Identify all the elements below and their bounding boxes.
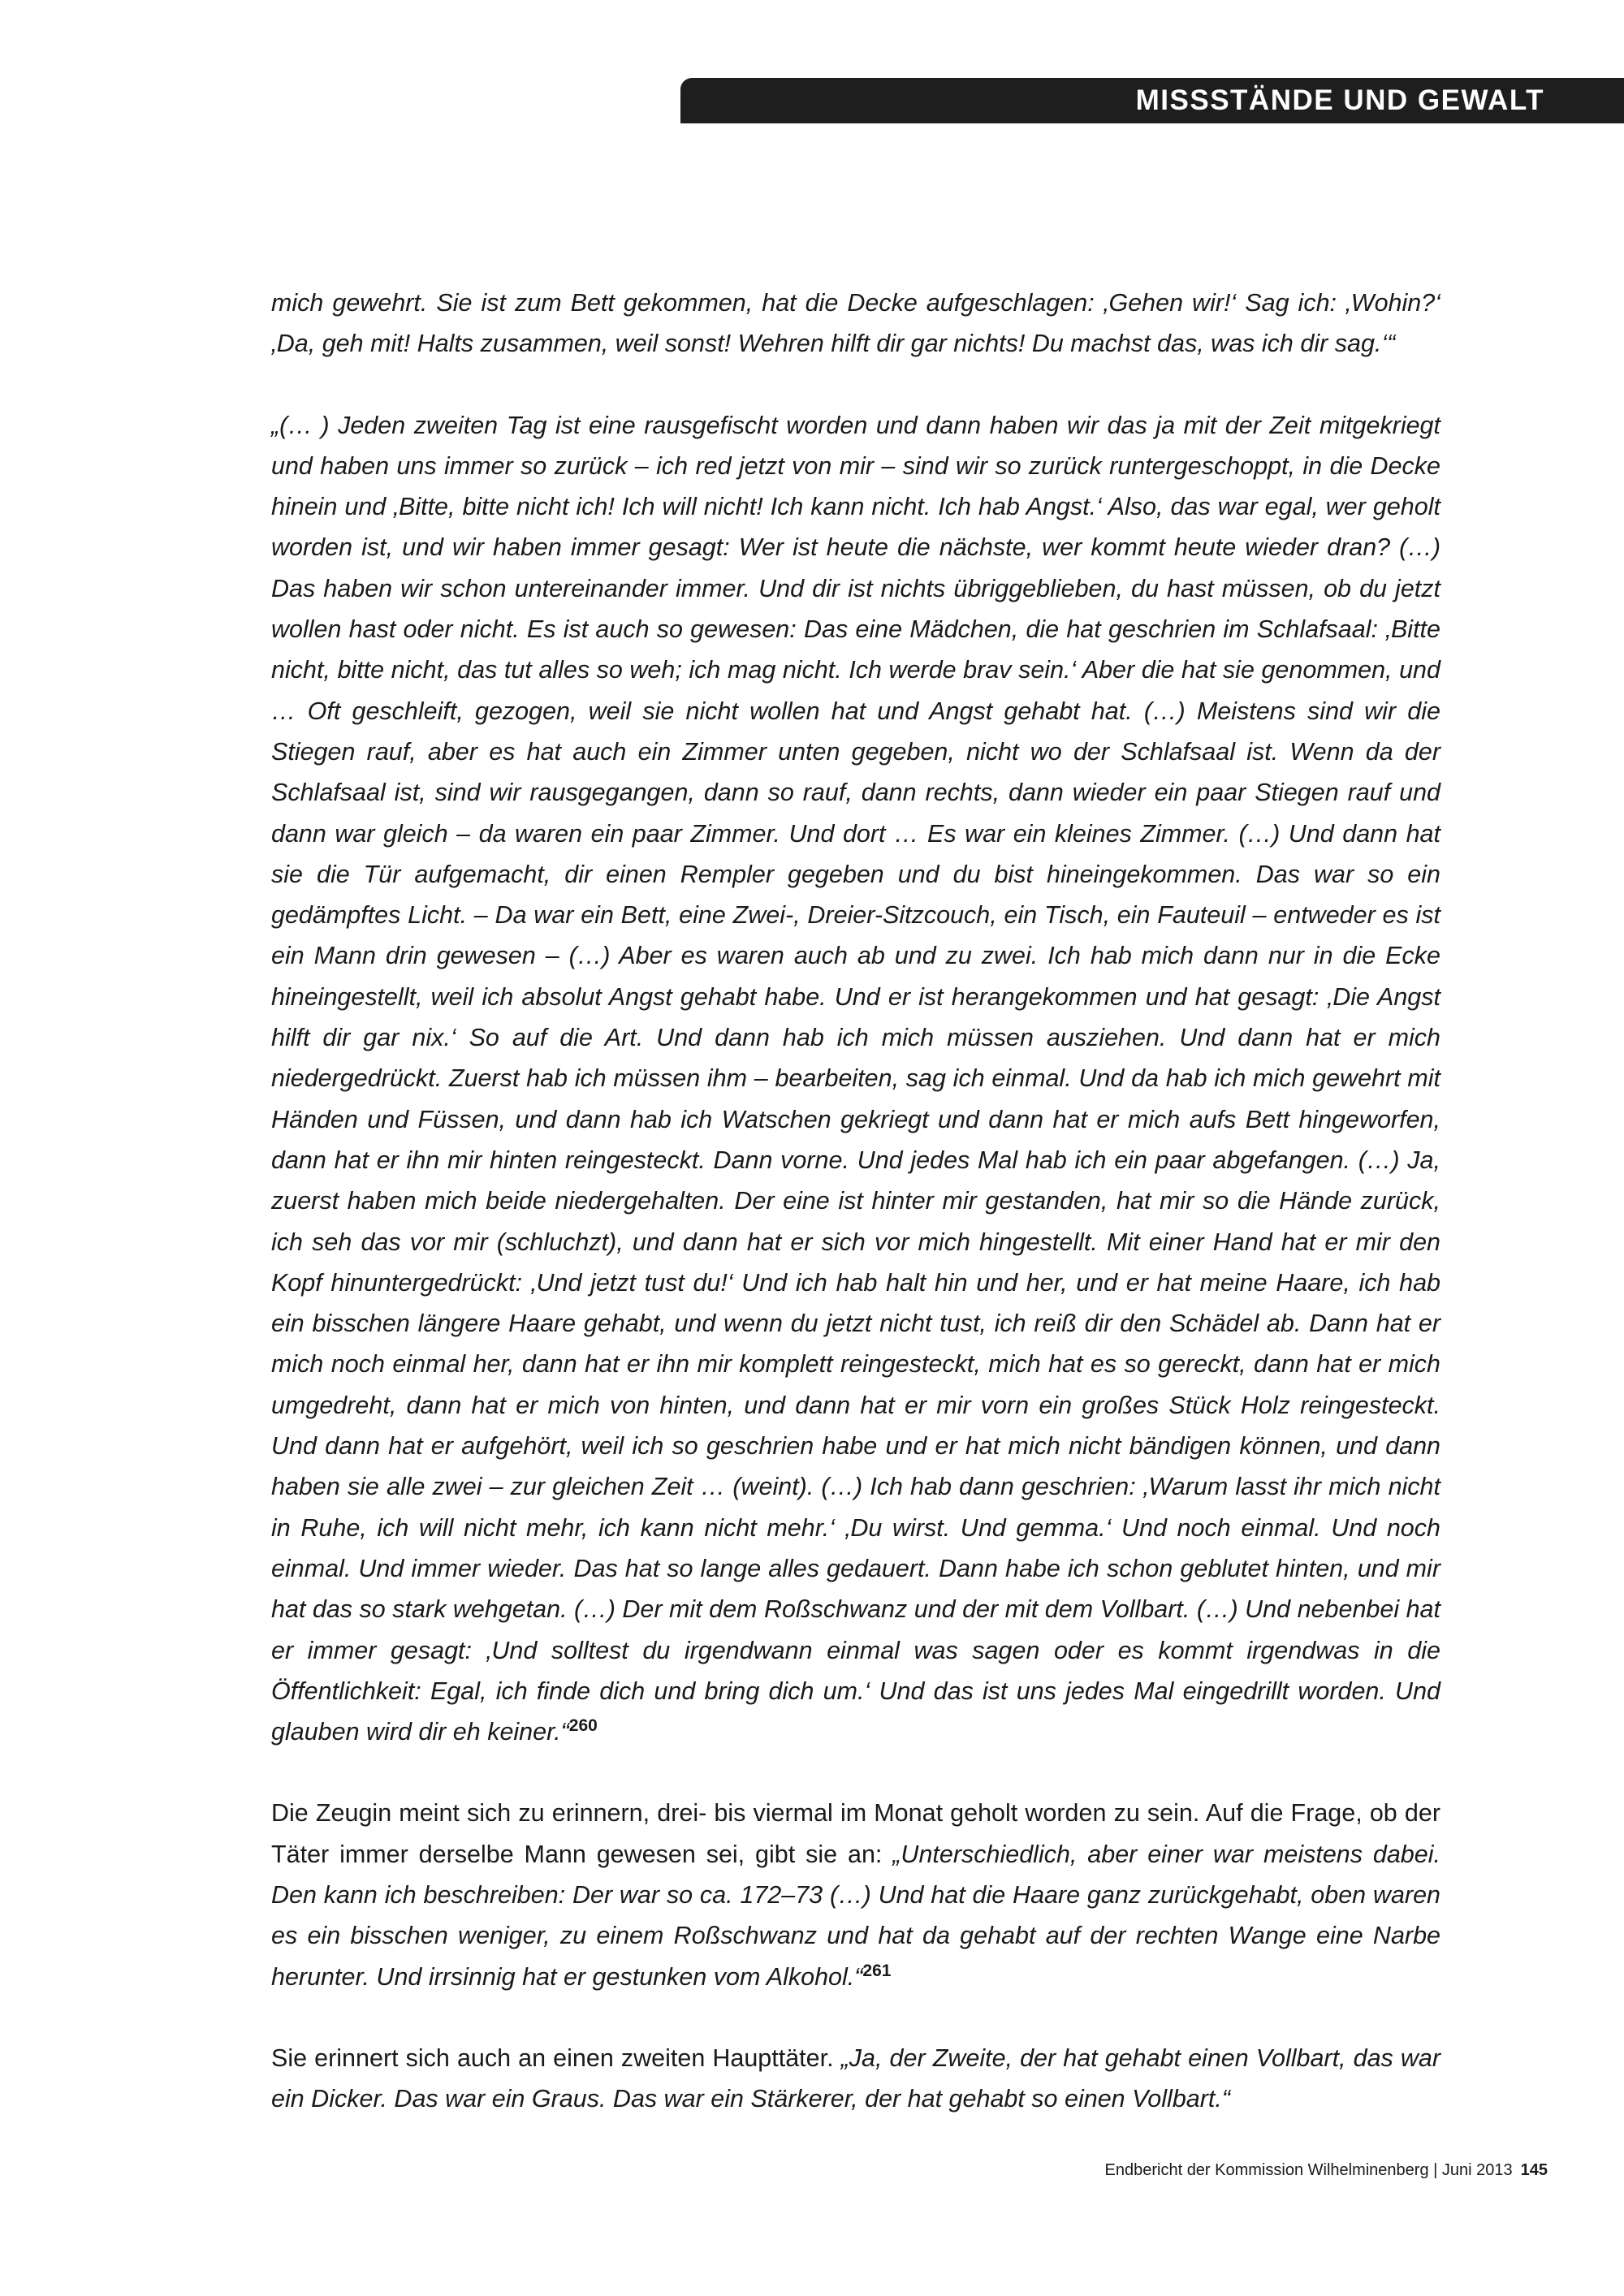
page-number: 145 — [1520, 2161, 1548, 2179]
quote-paragraph-1 — [271, 283, 1440, 365]
quote-text: „Ja, der Zweite, der hat gehabt einen Vollbart, das war ein Dicker. Das war ein Graus. Das war ein Stärkerer, der hat gehabt so einen Vollbart.“ — [271, 2044, 1441, 2113]
quote-text: „(… ) Jeden zweiten Tag ist eine rausgefischt worden und dann haben wir das ja mit der Zeit mitgekriegt und haben uns immer so zurück – ich red jetzt von mir – sind wir so zurück runtergeschoppt, in die Decke hinein und ‚Bitte, bitte nicht ich! Ich will nicht! Ich kann nicht. Ich hab Angst.‘ Also, das war egal, wer geholt worden ist, und wir haben immer gesagt: Wer ist heute die nächste, wer kommt heute wieder dran? (…) Das haben wir schon untereinander immer. Und dir ist nichts übriggeblieben, du hast müssen, ob du jetzt wollen hast oder nicht. Es ist auch so gewesen: Das eine Mädchen, die hat geschrien im Schlafsaal: ‚Bitte nicht, bitte nicht, das tut alles so weh; ich mag nicht. Ich werde brav sein.‘ Aber die hat sie genommen, und … Oft geschleift, gezogen, weil sie nicht wollen hat und Angst gehabt hat. (…) Meistens sind wir die Stiegen rauf, aber es hat auch ein Zimmer unten gegeben, nicht wo der Schlafsaal ist. Wenn da der Schlafsaal ist, sind wir rausgegangen, dann so rauf, dann rechts, dann wieder ein paar Stiegen rauf und dann war gleich – da waren ein paar Zimmer. Und dort … Es war ein kleines Zimmer. (…) Und dann hat sie die Tür aufgemacht, dir einen Rempler gegeben und du bist hineingekommen. Das war so ein gedämpftes Licht. – Da war ein Bett, eine Zwei-, Dreier-Sitzcouch, ein Tisch, ein Fauteuil – entweder es ist ein Mann drin gewesen – (…) Aber es waren auch ab und zu zwei. Ich hab mich dann nur in die Ecke hineingestellt, weil ich absolut Angst gehabt habe. Und er ist herangekommen und hat gesagt: ‚Die Angst hilft dir gar nix.‘ So auf die Art. Und dann hab ich mich müssen ausziehen. Und dann hat er mich niedergedrückt. Zuerst hab ich müssen ihm – bearbeiten, sag ich einmal. Und da hab ich mich gewehrt mit Händen und Füssen, und dann hab ich Watschen gekriegt und dann hat er mich aufs Bett hingeworfen, dann hat er ihn mir hinten reingesteckt. Dann vorne. Und jedes Mal hab ich ein paar abgefangen. (…) Ja, zuerst haben mich beide niedergehalten. Der eine ist hinter mir gestanden, hat mir so die Hände zurück, ich seh das vor mir (schluchzt), und dann hat er sich vor mich hingestellt. Mit einer Hand hat er mir den Kopf hinuntergedrückt: ‚Und jetzt tust du!‘ Und ich hab halt hin und her, und er hat meine Haare, ich hab ein bisschen längere Haare gehabt, und wenn du jetzt nicht tust, ich reiß dir den Schädel ab. Dann hat er mich noch einmal her, dann hat er ihn mir komplett reingesteckt, mich hat es so gereckt, dann hat er mich umgedreht, dann hat er mich von hinten, und dann hat er mir vorn ein großes Stück Holz reingesteckt. Und dann hat er aufgehört, weil ich so geschrien habe und er hat mich nicht bändigen können, und dann haben sie alle zwei – zur gleichen Zeit … (weint). (…) Ich hab dann geschrien: ‚Warum lasst ihr mich nicht in Ruhe, ich will nicht mehr, ich kann nicht mehr.‘ ‚Du wirst. Und gemma.‘ Und noch einmal. Und noch einmal. Und immer wieder. Das hat so lange alles gedauert. Dann habe ich schon geblutet hinten, und mir hat das so stark wehgetan. (…) Der mit dem Roßschwanz und der mit dem Vollbart. (…) Und nebenbei hat er immer gesagt: ‚Und solltest du irgendwann einmal was sagen oder es kommt irgendwas in die Öffentlichkeit: Egal, ich finde dich und bring dich um.‘ Und das ist uns jedes Mal eingedrillt worden. Und glauben wird dir eh keiner.“ — [271, 411, 1440, 1746]
section-header — [680, 78, 1624, 123]
report-title: Endbericht der Kommission Wilhelminenberg | Juni 2013 — [1104, 2161, 1513, 2179]
body-paragraph-1 — [271, 1793, 1440, 1996]
footnote-ref-261: 261 — [862, 1961, 892, 1980]
body-text — [271, 283, 1440, 2119]
plain-text: Sie erinnert sich auch an einen zweiten Haupttäter. — [271, 2044, 841, 2072]
quote-paragraph-2 — [271, 405, 1440, 1753]
plain-text: Die Zeugin meint sich zu erinnern, drei- bis viermal im Monat geholt worden zu sein. Auf die Frage, ob der Täter immer derselbe Mann gewesen sei, gibt sie an: — [271, 1799, 1440, 1868]
quote-text: „Unterschiedlich, aber einer war meistens dabei. Den kann ich beschreiben: Der war so ca. 172–73 (…) Und hat die Haare ganz zurückgehabt, oben waren es ein bisschen weniger, zu einem Roßschwanz und hat da gehabt auf der rechten Wange eine Narbe herunter. Und irrsinnig hat er gestunken vom Alkohol.“ — [271, 1840, 1440, 1991]
page-footer — [1105, 2161, 1548, 2180]
body-paragraph-2 — [271, 2038, 1440, 2120]
quote-text: mich gewehrt. Sie ist zum Bett gekommen, hat die Decke aufgeschlagen: ‚Gehen wir!‘ Sag ich: ‚Wohin?‘ ‚Da, geh mit! Halts zusammen, weil sonst! Wehren hilft dir gar nichts! Du machst das, was ich dir sag.‘“ — [271, 289, 1440, 358]
section-title: MISSSTÄNDE UND GEWALT — [1135, 84, 1544, 116]
footnote-ref-260: 260 — [568, 1716, 598, 1736]
